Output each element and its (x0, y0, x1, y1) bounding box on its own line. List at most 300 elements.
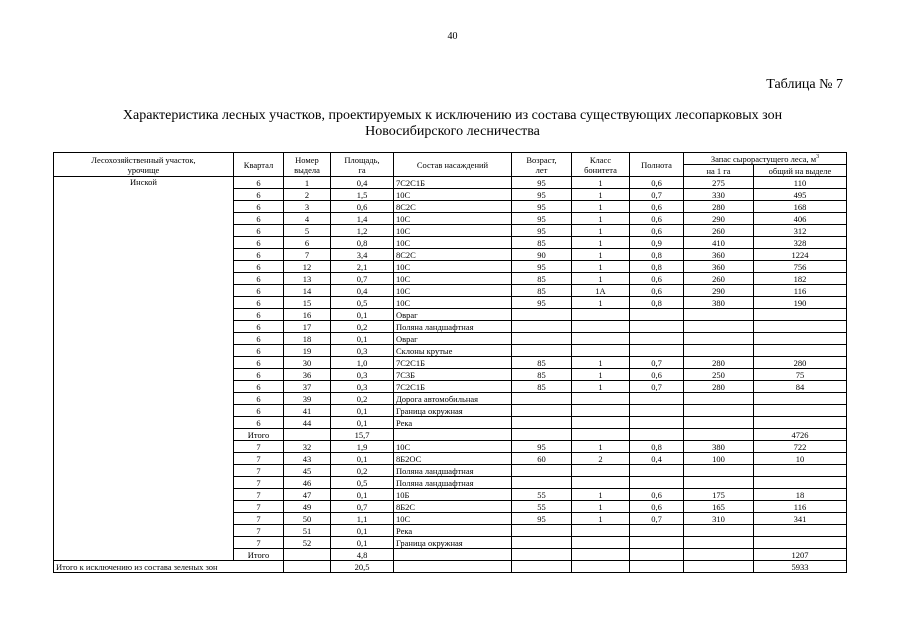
cell-allotment (284, 429, 331, 441)
cell-block: 6 (234, 201, 284, 213)
cell-block: 6 (234, 297, 284, 309)
forest-plots-table (53, 152, 847, 573)
cell-area: 0,5 (331, 297, 394, 309)
cell-block: 7 (234, 489, 284, 501)
cell-age: 95 (512, 177, 572, 189)
cell-composition: 10Б (394, 489, 512, 501)
cell-density: 0,8 (630, 297, 684, 309)
table-row (54, 177, 847, 189)
cell-bonitet: 1 (572, 177, 630, 189)
cell-composition: 10С (394, 441, 512, 453)
cell-composition: 7С3Б (394, 369, 512, 381)
cell-area: 1,1 (331, 513, 394, 525)
cell-bonitet (572, 549, 630, 561)
cell-bonitet: 1 (572, 273, 630, 285)
cell-stock-per-ha: 330 (684, 189, 754, 201)
cell-bonitet (572, 393, 630, 405)
cell-stock-per-ha (684, 417, 754, 429)
cell-stock-total (754, 465, 847, 477)
cell-block: 7 (234, 537, 284, 549)
cell-composition: 10С (394, 513, 512, 525)
cell-allotment: 17 (284, 321, 331, 333)
cell-area: 0,1 (331, 333, 394, 345)
cell-stock-total: 406 (754, 213, 847, 225)
cell-composition: 10С (394, 225, 512, 237)
header-block: Квартал (234, 153, 284, 177)
cell-composition: 7С2С1Б (394, 381, 512, 393)
cell-block: Итого (234, 549, 284, 561)
cell-area: 1,0 (331, 357, 394, 369)
cell-block: 6 (234, 285, 284, 297)
cell-stock-total: 1224 (754, 249, 847, 261)
cell-stock-per-ha (684, 537, 754, 549)
cell-bonitet: 1А (572, 285, 630, 297)
cell-composition: 10С (394, 297, 512, 309)
cell-area: 1,5 (331, 189, 394, 201)
cell-allotment: 45 (284, 465, 331, 477)
cell-density (630, 333, 684, 345)
grand-total-allotment (284, 561, 331, 573)
cell-density: 0,8 (630, 261, 684, 273)
cell-allotment: 43 (284, 453, 331, 465)
grand-total-density (630, 561, 684, 573)
cell-block: 7 (234, 525, 284, 537)
cell-age: 85 (512, 237, 572, 249)
cell-allotment: 4 (284, 213, 331, 225)
cell-stock-per-ha (684, 393, 754, 405)
cell-stock-per-ha: 380 (684, 441, 754, 453)
cell-allotment: 41 (284, 405, 331, 417)
cell-allotment: 37 (284, 381, 331, 393)
cell-area: 15,7 (331, 429, 394, 441)
cell-block: 7 (234, 465, 284, 477)
cell-stock-total (754, 345, 847, 357)
table-header (54, 153, 847, 177)
cell-stock-per-ha: 280 (684, 357, 754, 369)
cell-area: 0,1 (331, 309, 394, 321)
cell-density (630, 465, 684, 477)
cell-area: 1,4 (331, 213, 394, 225)
cell-stock-per-ha: 360 (684, 249, 754, 261)
cell-density (630, 417, 684, 429)
cell-age (512, 309, 572, 321)
cell-block: 6 (234, 345, 284, 357)
header-stock: Запас сырорастущего леса, $м^3$ (684, 153, 847, 165)
cell-density (630, 549, 684, 561)
cell-density: 0,6 (630, 225, 684, 237)
cell-stock-per-ha (684, 477, 754, 489)
cell-stock-total: 182 (754, 273, 847, 285)
cell-area: 0,2 (331, 321, 394, 333)
cell-density: 0,7 (630, 381, 684, 393)
cell-age: 95 (512, 189, 572, 201)
cell-stock-total: 190 (754, 297, 847, 309)
cell-area: 0,3 (331, 369, 394, 381)
cell-age: 95 (512, 201, 572, 213)
cell-bonitet (572, 477, 630, 489)
cell-block: 6 (234, 309, 284, 321)
cell-area: 3,4 (331, 249, 394, 261)
table-label: Таблица № 7 (766, 77, 843, 92)
cell-composition: Склоны крутые (394, 345, 512, 357)
cell-density: 0,6 (630, 201, 684, 213)
cell-stock-total (754, 525, 847, 537)
cell-area: 0,5 (331, 477, 394, 489)
cell-allotment: 36 (284, 369, 331, 381)
cell-area: 0,8 (331, 237, 394, 249)
cell-stock-per-ha: 290 (684, 285, 754, 297)
cell-stock-total (754, 393, 847, 405)
cell-allotment: 12 (284, 261, 331, 273)
cell-composition: 7С2С1Б (394, 357, 512, 369)
cell-density (630, 429, 684, 441)
cell-area: 0,7 (331, 501, 394, 513)
cell-stock-per-ha: 380 (684, 297, 754, 309)
cell-density (630, 393, 684, 405)
cell-stock-per-ha (684, 333, 754, 345)
cell-area: 0,1 (331, 405, 394, 417)
cell-density: 0,4 (630, 453, 684, 465)
cell-block: 6 (234, 417, 284, 429)
cell-density (630, 309, 684, 321)
cell-allotment: 39 (284, 393, 331, 405)
cell-density (630, 405, 684, 417)
cell-bonitet (572, 405, 630, 417)
cell-allotment: 32 (284, 441, 331, 453)
cell-site: Инской (54, 177, 234, 561)
cell-bonitet: 1 (572, 489, 630, 501)
cell-age: 95 (512, 213, 572, 225)
cell-stock-total (754, 537, 847, 549)
cell-stock-total: 168 (754, 201, 847, 213)
header-allotment: Номер выдела (284, 153, 331, 177)
cell-stock-total: 328 (754, 237, 847, 249)
cell-stock-per-ha (684, 429, 754, 441)
cell-area: 0,2 (331, 465, 394, 477)
cell-allotment: 13 (284, 273, 331, 285)
grand-total-age (512, 561, 572, 573)
header-stock-per-ha: на 1 га (684, 165, 754, 177)
cell-age: 85 (512, 369, 572, 381)
cell-stock-total: 116 (754, 501, 847, 513)
cell-stock-per-ha: 260 (684, 273, 754, 285)
cell-stock-per-ha: 250 (684, 369, 754, 381)
cell-composition: Овраг (394, 333, 512, 345)
cell-density: 0,9 (630, 237, 684, 249)
cell-composition (394, 549, 512, 561)
title-line-2: Новосибирского лесничества (365, 124, 540, 139)
header-density: Полнота (630, 153, 684, 177)
cell-stock-per-ha: 280 (684, 381, 754, 393)
cell-block: 6 (234, 369, 284, 381)
cell-block: 6 (234, 189, 284, 201)
cell-bonitet: 1 (572, 357, 630, 369)
cell-age (512, 405, 572, 417)
cell-bonitet: 1 (572, 225, 630, 237)
title-line-1: Характеристика лесных участков, проектируемых к исключению из состава существующих лесопарковых зон (122, 108, 783, 123)
cell-allotment: 19 (284, 345, 331, 357)
cell-bonitet: 1 (572, 369, 630, 381)
cell-allotment: 3 (284, 201, 331, 213)
cell-allotment: 6 (284, 237, 331, 249)
cell-bonitet (572, 333, 630, 345)
cell-density: 0,6 (630, 213, 684, 225)
cell-allotment: 16 (284, 309, 331, 321)
cell-age (512, 333, 572, 345)
cell-composition: Поляна ландшафтная (394, 477, 512, 489)
cell-area: 0,6 (331, 201, 394, 213)
cell-stock-per-ha: 360 (684, 261, 754, 273)
cell-block: 6 (234, 177, 284, 189)
cell-block: 7 (234, 477, 284, 489)
cell-bonitet (572, 345, 630, 357)
cell-density (630, 537, 684, 549)
cell-age (512, 537, 572, 549)
cell-stock-total (754, 417, 847, 429)
cell-area: 0,7 (331, 273, 394, 285)
cell-stock-total: 110 (754, 177, 847, 189)
cell-block: 7 (234, 513, 284, 525)
grand-total-per-ha (684, 561, 754, 573)
cell-bonitet: 1 (572, 237, 630, 249)
cell-area: 0,2 (331, 393, 394, 405)
cell-age (512, 345, 572, 357)
cell-area: 2,1 (331, 261, 394, 273)
cell-density: 0,6 (630, 273, 684, 285)
cell-stock-per-ha: 275 (684, 177, 754, 189)
cell-bonitet (572, 525, 630, 537)
cell-block: 6 (234, 237, 284, 249)
cell-age (512, 549, 572, 561)
cell-age (512, 393, 572, 405)
cell-area: 0,3 (331, 345, 394, 357)
cell-composition: 7С2С1Б (394, 177, 512, 189)
cell-stock-per-ha (684, 525, 754, 537)
cell-density: 0,6 (630, 177, 684, 189)
cell-density: 0,7 (630, 189, 684, 201)
cell-block: 6 (234, 261, 284, 273)
cell-stock-total (754, 333, 847, 345)
cell-bonitet (572, 429, 630, 441)
cell-composition: Овраг (394, 309, 512, 321)
cell-allotment: 52 (284, 537, 331, 549)
cell-allotment: 30 (284, 357, 331, 369)
cell-stock-per-ha: 175 (684, 489, 754, 501)
grand-total-area: 20,5 (331, 561, 394, 573)
cell-bonitet: 1 (572, 513, 630, 525)
cell-density: 0,6 (630, 285, 684, 297)
cell-stock-per-ha: 260 (684, 225, 754, 237)
cell-bonitet: 1 (572, 501, 630, 513)
cell-stock-total: 10 (754, 453, 847, 465)
cell-stock-per-ha: 310 (684, 513, 754, 525)
header-age: Возраст, лет (512, 153, 572, 177)
cell-allotment: 1 (284, 177, 331, 189)
grand-total-bonitet (572, 561, 630, 573)
cell-age: 95 (512, 513, 572, 525)
cell-composition: Река (394, 417, 512, 429)
header-composition: Состав насаждений (394, 153, 512, 177)
cell-density: 0,8 (630, 249, 684, 261)
grand-total-label: Итого к исключению из состава зеленых зон (54, 561, 284, 573)
header-bonitet: Класс бонитета (572, 153, 630, 177)
cell-stock-per-ha (684, 321, 754, 333)
cell-composition: Поляна ландшафтная (394, 321, 512, 333)
cell-density: 0,8 (630, 441, 684, 453)
cell-allotment: 47 (284, 489, 331, 501)
cell-stock-total: 756 (754, 261, 847, 273)
cell-block: 6 (234, 321, 284, 333)
cell-density (630, 345, 684, 357)
cell-composition (394, 429, 512, 441)
cell-bonitet (572, 465, 630, 477)
cell-area: 0,1 (331, 417, 394, 429)
cell-stock-per-ha: 100 (684, 453, 754, 465)
cell-density (630, 525, 684, 537)
cell-bonitet: 1 (572, 213, 630, 225)
cell-composition: 8С2С (394, 201, 512, 213)
cell-stock-total: 84 (754, 381, 847, 393)
cell-area: 0,1 (331, 537, 394, 549)
cell-stock-per-ha: 165 (684, 501, 754, 513)
cell-stock-per-ha: 410 (684, 237, 754, 249)
cell-bonitet: 1 (572, 381, 630, 393)
cell-block: 7 (234, 441, 284, 453)
cell-stock-total: 341 (754, 513, 847, 525)
cell-block: 6 (234, 213, 284, 225)
cell-stock-total: 280 (754, 357, 847, 369)
cell-age (512, 477, 572, 489)
cell-density (630, 477, 684, 489)
cell-block: 6 (234, 273, 284, 285)
cell-age (512, 525, 572, 537)
header-site: Лесохозяйственный участок, урочище (54, 153, 234, 177)
cell-composition: Река (394, 525, 512, 537)
cell-age: 95 (512, 441, 572, 453)
cell-density: 0,6 (630, 369, 684, 381)
cell-block: 6 (234, 225, 284, 237)
cell-stock-total: 1207 (754, 549, 847, 561)
cell-age: 95 (512, 297, 572, 309)
cell-bonitet: 1 (572, 297, 630, 309)
cell-block: 6 (234, 405, 284, 417)
cell-composition: 10С (394, 261, 512, 273)
cell-stock-per-ha (684, 465, 754, 477)
cell-allotment: 14 (284, 285, 331, 297)
cell-age: 90 (512, 249, 572, 261)
cell-stock-per-ha (684, 549, 754, 561)
cell-stock-total: 312 (754, 225, 847, 237)
cell-block: 6 (234, 357, 284, 369)
cell-density: 0,7 (630, 513, 684, 525)
cell-stock-total (754, 321, 847, 333)
cell-stock-total: 495 (754, 189, 847, 201)
cell-area: 0,1 (331, 525, 394, 537)
cell-density: 0,6 (630, 489, 684, 501)
cell-composition: Граница окружная (394, 405, 512, 417)
cell-composition: 8Б2ОС (394, 453, 512, 465)
cell-bonitet (572, 309, 630, 321)
cell-allotment: 15 (284, 297, 331, 309)
cell-block: 7 (234, 453, 284, 465)
cell-composition: 10С (394, 189, 512, 201)
cell-allotment: 46 (284, 477, 331, 489)
cell-area: 1,9 (331, 441, 394, 453)
cell-stock-total (754, 405, 847, 417)
cell-composition: Граница окружная (394, 537, 512, 549)
cell-composition: 8С2С (394, 249, 512, 261)
cell-stock-per-ha (684, 309, 754, 321)
cell-stock-per-ha: 290 (684, 213, 754, 225)
cell-age: 85 (512, 285, 572, 297)
cell-block: Итого (234, 429, 284, 441)
cell-allotment: 44 (284, 417, 331, 429)
cell-block: 6 (234, 393, 284, 405)
cell-block: 6 (234, 333, 284, 345)
cell-allotment: 5 (284, 225, 331, 237)
cell-bonitet: 2 (572, 453, 630, 465)
cell-allotment: 18 (284, 333, 331, 345)
cell-stock-per-ha (684, 405, 754, 417)
cell-age: 55 (512, 489, 572, 501)
cell-bonitet: 1 (572, 261, 630, 273)
cell-stock-per-ha: 280 (684, 201, 754, 213)
cell-age (512, 321, 572, 333)
cell-age: 85 (512, 381, 572, 393)
cell-bonitet (572, 417, 630, 429)
grand-total-composition (394, 561, 512, 573)
cell-area: 0,4 (331, 177, 394, 189)
cell-bonitet (572, 321, 630, 333)
cell-stock-total: 18 (754, 489, 847, 501)
cell-stock-total (754, 309, 847, 321)
cell-composition: 10С (394, 237, 512, 249)
cell-stock-total: 75 (754, 369, 847, 381)
cell-bonitet: 1 (572, 189, 630, 201)
table-body (54, 177, 847, 573)
cell-composition: Дорога автомобильная (394, 393, 512, 405)
cell-age: 60 (512, 453, 572, 465)
cell-age (512, 417, 572, 429)
cell-bonitet (572, 537, 630, 549)
grand-total-stock: 5933 (754, 561, 847, 573)
cell-bonitet: 1 (572, 201, 630, 213)
cell-stock-total: 722 (754, 441, 847, 453)
cell-composition: 8Б2С (394, 501, 512, 513)
cell-allotment: 51 (284, 525, 331, 537)
cell-area: 1,2 (331, 225, 394, 237)
cell-stock-total (754, 477, 847, 489)
cell-density: 0,6 (630, 501, 684, 513)
cell-age: 95 (512, 261, 572, 273)
cell-area: 0,3 (331, 381, 394, 393)
grand-total-row (54, 561, 847, 573)
cell-allotment (284, 549, 331, 561)
cell-age: 85 (512, 357, 572, 369)
cell-allotment: 49 (284, 501, 331, 513)
cell-composition: 10С (394, 273, 512, 285)
cell-area: 0,4 (331, 285, 394, 297)
header-area: Площадь, га (331, 153, 394, 177)
cell-age: 85 (512, 273, 572, 285)
cell-allotment: 50 (284, 513, 331, 525)
cell-area: 4,8 (331, 549, 394, 561)
cell-composition: 10С (394, 285, 512, 297)
cell-age (512, 429, 572, 441)
cell-density: 0,7 (630, 357, 684, 369)
cell-density (630, 321, 684, 333)
cell-stock-per-ha (684, 345, 754, 357)
